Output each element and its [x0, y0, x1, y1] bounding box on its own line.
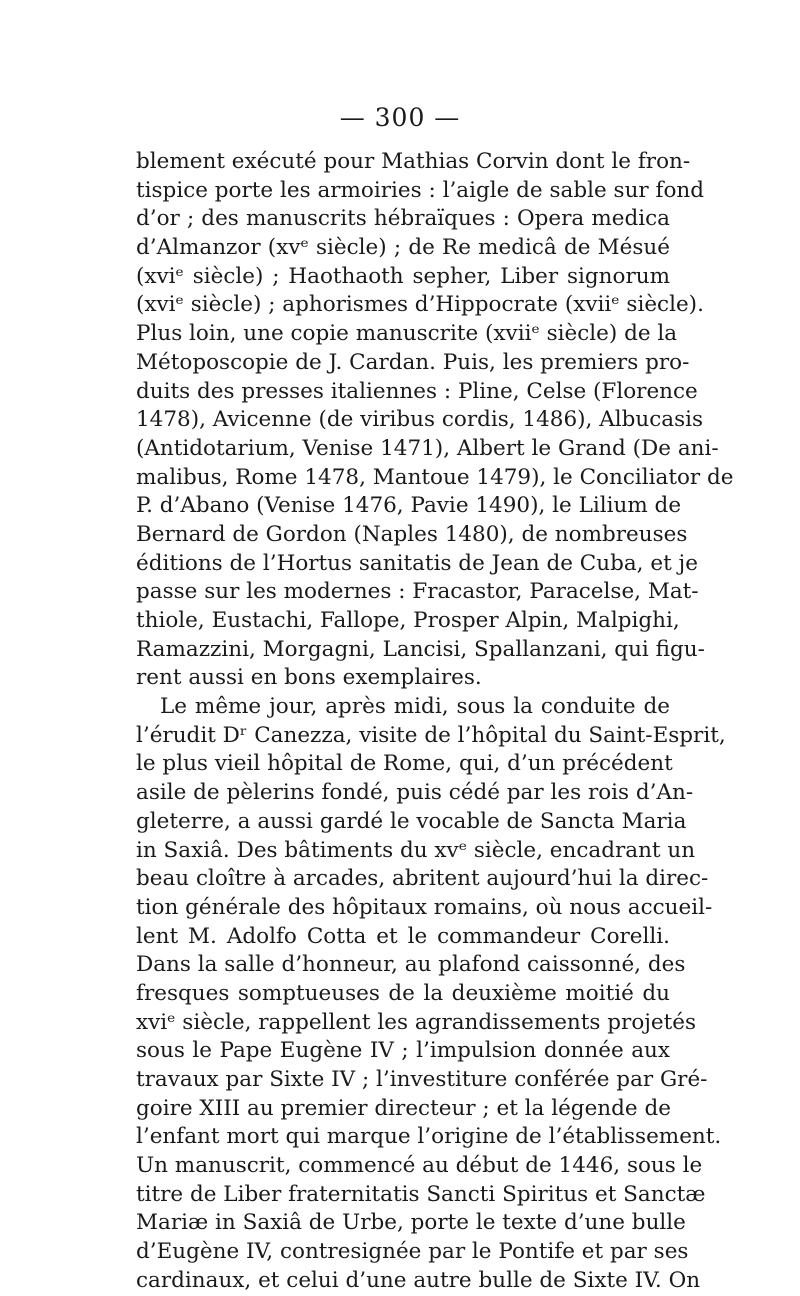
text-line: fresques somptueuses de la deuxième moitié du: [136, 980, 670, 1006]
body-text: [136, 148, 734, 1296]
text-line: travaux par Sixte IV ; l’investiture conférée par Gré-: [136, 1067, 708, 1092]
text-line: (xviᵉ siècle) ; aphorismes d’Hippocrate (xviiᵉ siècle).: [136, 292, 704, 318]
text-line: d’Eugène IV, contresignée par le Pontife et par ses: [136, 1239, 689, 1265]
text-line: beau cloître à arcades, abritent aujourd’hui la direc-: [136, 866, 709, 892]
text-line: tispice porte les armoiries : l’aigle de sable sur fond: [136, 177, 705, 203]
text-line: cardinaux, et celui d’une autre bulle de Sixte IV. On: [136, 1267, 701, 1293]
text-line: Plus loin, une copie manuscrite (xviiᵉ siècle) de la: [136, 321, 678, 347]
text-line: 1478), Avicenne (de viribus cordis, 1486), Albucasis: [136, 407, 704, 433]
paragraph-start-line: Le même jour, après midi, sous la conduite de: [160, 694, 670, 720]
text-line: Dans la salle d’honneur, au plafond caissonné, des: [136, 952, 686, 978]
text-line: Ramazzini, Morgagni, Lancisi, Spallanzani, qui figu-: [136, 636, 705, 662]
text-line: lent M. Adolfo Cotta et le commandeur Corelli.: [136, 923, 670, 949]
text-line: rent aussi en bons exemplaires.: [136, 665, 482, 691]
text-line: asile de pèlerins fondé, puis cédé par les rois d’An-: [136, 780, 694, 806]
text-line: Un manuscrit, commencé au début de 1446, sous le: [136, 1153, 703, 1179]
text-line: le plus vieil hôpital de Rome, qui, d’un précédent: [136, 751, 673, 777]
text-line: P. d’Abano (Venise 1476, Pavie 1490), le Lilium de: [136, 493, 682, 519]
text-line: l’érudit Dʳ Canezza, visite de l’hôpital du Saint-Esprit,: [136, 722, 726, 748]
text-line: titre de Liber fraternitatis Sancti Spiritus et Sanctæ: [136, 1181, 706, 1207]
text-line: gleterre, a aussi gardé le vocable de Sancta Maria: [136, 808, 687, 834]
text-line: (Antidotarium, Venise 1471), Albert le Grand (De ani-: [136, 435, 719, 461]
text-line: passe sur les modernes : Fracastor, Paracelse, Mat-: [136, 579, 699, 605]
text-line: l’enfant mort qui marque l’origine de l’établissement.: [136, 1124, 722, 1150]
text-line: Métoposcopie de J. Cardan. Puis, les premiers pro-: [136, 349, 690, 375]
text-line: malibus, Rome 1478, Mantoue 1479), le Conciliator de: [136, 464, 734, 490]
text-line: goire XIII au premier directeur ; et la légende de: [136, 1095, 671, 1121]
text-line: d’Almanzor (xvᵉ siècle) ; de Re medicâ de Mésué: [136, 235, 670, 261]
text-line: blement exécuté pour Mathias Corvin dont le fron-: [136, 149, 691, 174]
text-line: xviᵉ siècle, rappellent les agrandissements projetés: [136, 1009, 697, 1035]
page-number: — 300 —: [339, 103, 461, 132]
text-line: Bernard de Gordon (Naples 1480), de nombreuses: [136, 521, 688, 547]
text-line: in Saxiâ. Des bâtiments du xvᵉ siècle, encadrant un: [136, 837, 696, 863]
text-line: (xviᵉ siècle) ; Haothaoth sepher, Liber signorum: [136, 263, 670, 289]
text-line: Mariæ in Saxiâ de Urbe, porte le texte d’une bulle: [136, 1210, 686, 1236]
text-line: d’or ; des manuscrits hébraïques : Opera medica: [136, 206, 670, 232]
text-line: tion générale des hôpitaux romains, où nous accueil-: [136, 894, 713, 920]
text-line: duits des presses italiennes : Pline, Celse (Florence: [136, 378, 698, 404]
text-line: thiole, Eustachi, Fallope, Prosper Alpin, Malpighi,: [136, 608, 680, 633]
text-line: sous le Pape Eugène IV ; l’impulsion donnée aux: [136, 1038, 670, 1064]
text-line: éditions de l’Hortus sanitatis de Jean de Cuba, et je: [136, 550, 698, 576]
